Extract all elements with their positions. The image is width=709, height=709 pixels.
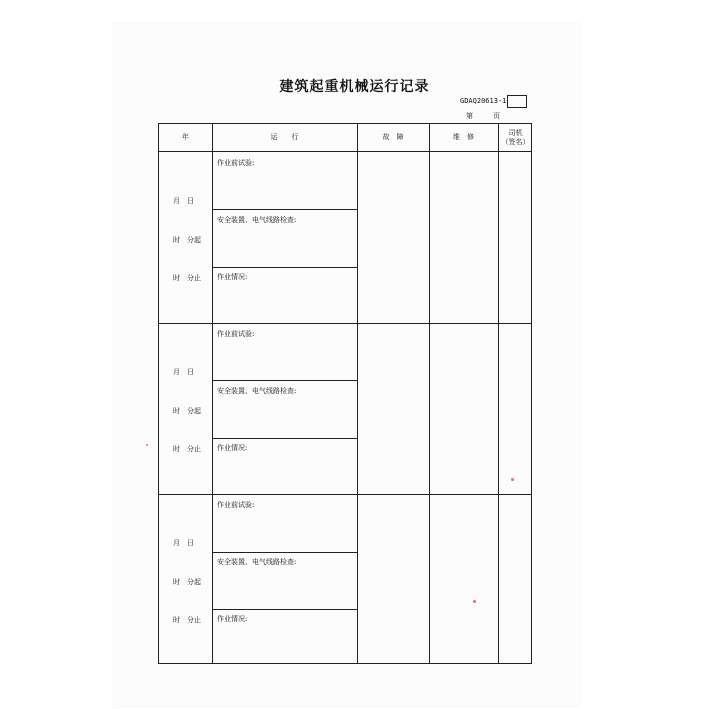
scan-speck <box>473 600 476 603</box>
form-code <box>460 94 527 108</box>
pre-work-test-label: 作业前试验: <box>217 330 255 338</box>
safety-check-label: 安全装置、电气线路检查: <box>217 387 297 395</box>
work-status-label: 作业情况: <box>217 444 248 452</box>
work-status-label: 作业情况: <box>217 615 248 623</box>
section-divider <box>159 323 531 324</box>
header-fault: 故 障 <box>382 133 404 142</box>
end-time-label: 时 分止 <box>173 616 201 624</box>
work-status-label: 作业情况: <box>217 273 248 281</box>
scan-speck <box>511 478 514 481</box>
start-time-label: 时 分起 <box>173 407 201 415</box>
header-operation: 运 行 <box>270 133 299 142</box>
pre-work-test-label: 作业前试验: <box>217 159 255 167</box>
header-year: 年 <box>182 133 189 142</box>
header-divider <box>159 151 531 152</box>
page-label-right: 页 <box>493 112 500 120</box>
document-title: 建筑起重机械运行记录 <box>279 79 430 95</box>
record-table <box>158 123 532 664</box>
section-divider <box>159 494 531 495</box>
header-repair: 维 修 <box>453 133 474 142</box>
page-label-left: 第 <box>466 112 473 120</box>
start-time-label: 时 分起 <box>173 236 201 244</box>
item-divider <box>212 267 357 268</box>
col-divider <box>357 124 358 663</box>
safety-check-label: 安全装置、电气线路检查: <box>217 216 297 224</box>
col-divider <box>498 124 499 663</box>
item-divider <box>212 552 357 553</box>
end-time-label: 时 分止 <box>173 445 201 453</box>
safety-check-label: 安全装置、电气线路检查: <box>217 558 297 566</box>
pre-work-test-label: 作业前试验: <box>217 501 255 509</box>
month-day-label: 月 日 <box>173 368 194 376</box>
col-divider <box>212 124 213 663</box>
page-number-label <box>466 111 500 121</box>
form-code-text: GDAQ20613-1 <box>460 97 507 105</box>
col-divider <box>429 124 430 663</box>
header-driver: 司机 （签名） <box>501 129 530 146</box>
month-day-label: 月 日 <box>173 197 194 205</box>
month-day-label: 月 日 <box>173 539 194 547</box>
item-divider <box>212 438 357 439</box>
item-divider <box>212 209 357 210</box>
end-time-label: 时 分止 <box>173 274 201 282</box>
form-code-box <box>507 95 527 108</box>
item-divider <box>212 609 357 610</box>
scan-speck <box>146 444 148 446</box>
item-divider <box>212 380 357 381</box>
start-time-label: 时 分起 <box>173 578 201 586</box>
